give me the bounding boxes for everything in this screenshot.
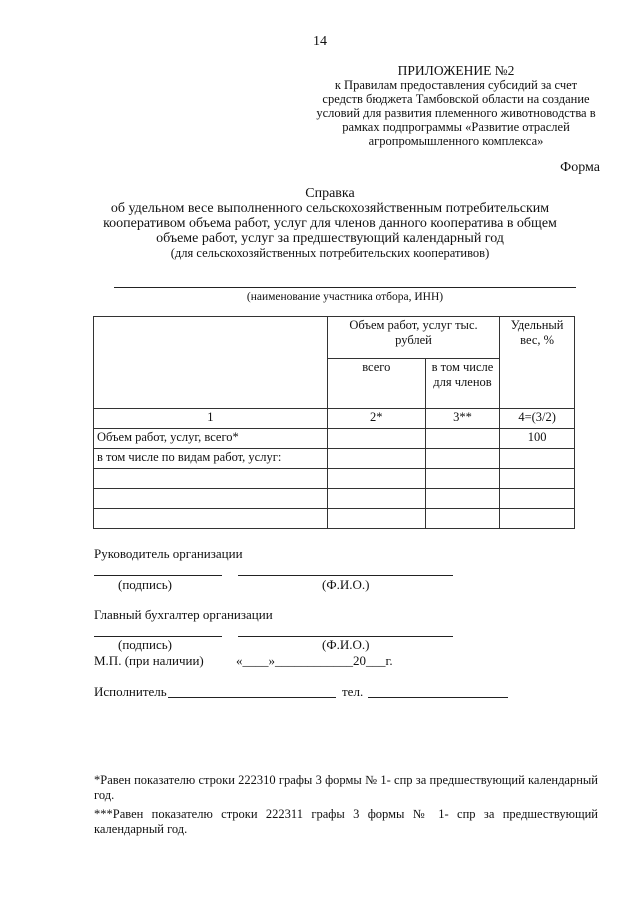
title-line: объеме работ, услуг за предшествующий календарный год <box>156 231 504 246</box>
footnote: ***Равен показателю строки 222311 графы 3 формы № 1- спр за предшествующий календарный год. <box>94 807 598 836</box>
column-number-2: 2* <box>327 409 425 429</box>
appendix-block <box>296 64 616 148</box>
title-line: об удельном весе выполненного сельскохозяйственным потребительским <box>110 201 550 216</box>
appendix-line: рамках подпрограммы «Развитие отраслей <box>342 120 570 134</box>
form-label: Форма <box>560 160 600 175</box>
accountant-fio-caption: (Ф.И.О.) <box>322 637 370 652</box>
table-cell <box>425 509 499 529</box>
executor-label: Исполнитель <box>94 684 167 699</box>
row-by-type-label: в том числе по видам работ, услуг: <box>94 449 328 469</box>
head-signature-caption: (подпись) <box>118 577 172 592</box>
report-table <box>93 316 575 529</box>
participant-caption: (наименование участника отбора, ИНН) <box>246 291 444 303</box>
footnote: *Равен показателю строки 222310 графы 3 формы № 1- спр за предшествующий календарный год. <box>94 773 598 802</box>
appendix-line: средств бюджета Тамбовской области на создание <box>322 92 590 106</box>
executor-line <box>168 697 336 698</box>
document-title <box>80 186 580 261</box>
head-title: Руководитель организации <box>94 546 243 561</box>
table-cell <box>425 489 499 509</box>
column-number-1: 1 <box>94 409 328 429</box>
appendix-line: агропромышленного комплекса» <box>368 134 544 148</box>
table-cell <box>94 489 328 509</box>
accountant-title: Главный бухгалтер организации <box>94 607 273 622</box>
table-cell <box>425 469 499 489</box>
table-cell <box>500 509 575 529</box>
title-line: кооперативом объема работ, услуг для членов данного кооператива в общем <box>103 216 557 231</box>
table-cell <box>327 469 425 489</box>
appendix-heading: ПРИЛОЖЕНИЕ №2 <box>397 63 515 78</box>
phone-label: тел. <box>342 684 364 699</box>
title-subtitle: (для сельскохозяйственных потребительских кооперативов) <box>170 246 490 260</box>
stamp-label: М.П. (при наличии) <box>94 653 204 668</box>
header-volume: Объем работ, услуг тыс. рублей <box>327 317 499 359</box>
table-cell <box>327 449 425 469</box>
table-cell <box>94 469 328 489</box>
header-share: Удельный вес, % <box>500 317 575 409</box>
row-total-share: 100 <box>500 429 575 449</box>
appendix-line: к Правилам предоставления субсидий за счет <box>334 78 578 92</box>
head-fio-caption: (Ф.И.О.) <box>322 577 370 592</box>
table-cell <box>500 489 575 509</box>
table-cell <box>327 489 425 509</box>
table-cell <box>425 429 499 449</box>
column-number-4: 4=(3/2) <box>500 409 575 429</box>
header-total: всего <box>327 359 425 409</box>
table-cell <box>425 449 499 469</box>
date-field: «____»____________20___г. <box>236 653 393 668</box>
accountant-signature-caption: (подпись) <box>118 637 172 652</box>
phone-line <box>368 697 508 698</box>
table-cell <box>327 429 425 449</box>
page-number: 14 <box>313 34 327 49</box>
appendix-line: условий для развития племенного животноводства в <box>316 106 596 120</box>
row-total-label: Объем работ, услуг, всего* <box>94 429 328 449</box>
header-empty-cell <box>94 317 328 409</box>
table-cell <box>94 509 328 529</box>
title-main: Справка <box>305 186 355 201</box>
head-fio-line <box>238 575 453 576</box>
header-members: в том числе для членов <box>425 359 499 409</box>
table-cell <box>500 469 575 489</box>
table-cell <box>500 449 575 469</box>
column-number-3: 3** <box>425 409 499 429</box>
head-signature-line <box>94 575 222 576</box>
participant-name-line <box>114 287 576 288</box>
table-cell <box>327 509 425 529</box>
